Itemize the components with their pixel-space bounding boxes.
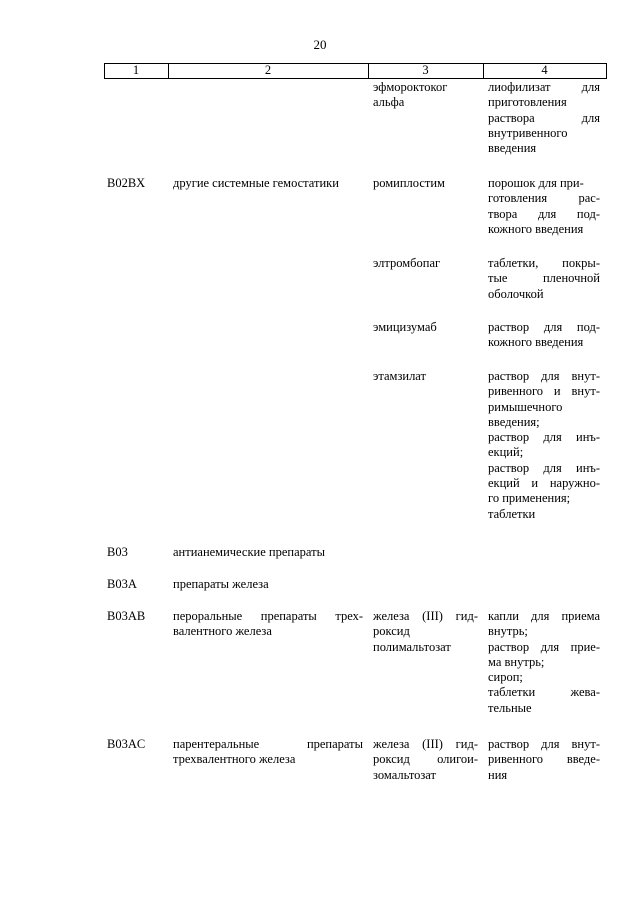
text-line: екций; — [488, 445, 524, 460]
dosage-forms — [488, 176, 600, 237]
text-line — [373, 752, 478, 767]
atc-code: B03AB — [107, 609, 146, 623]
text-word: для — [543, 430, 562, 445]
text-word: лиофилизат — [488, 80, 551, 94]
text-word: гид- — [455, 737, 478, 751]
text-line: сироп; — [488, 670, 523, 685]
text-line: роксид — [373, 624, 410, 639]
text-word: под- — [576, 206, 601, 221]
text-line: введения; — [488, 414, 540, 429]
text-word: прие- — [570, 639, 600, 654]
drug-name — [373, 609, 478, 655]
text-word: введе- — [566, 752, 600, 767]
text-line — [488, 430, 600, 445]
text-line — [488, 685, 600, 700]
text-word: препараты — [260, 609, 317, 623]
text-word: и — [531, 476, 539, 491]
text-line — [488, 476, 600, 491]
dosage-forms — [488, 369, 600, 522]
text-word: внут- — [571, 384, 600, 399]
text-word: гид- — [455, 609, 478, 623]
group-name — [173, 609, 363, 640]
dosage-forms — [488, 737, 600, 783]
text-word: для — [581, 110, 600, 125]
text-word: для — [530, 609, 550, 623]
text-word: раствор — [488, 320, 530, 334]
text-line: введения — [488, 141, 537, 156]
text-line: элтромбопаг — [373, 256, 441, 270]
text-line: антианемические препараты — [173, 545, 325, 559]
text-line — [173, 609, 363, 624]
group-name — [173, 176, 363, 191]
dosage-forms — [488, 256, 600, 302]
text-line — [488, 369, 600, 384]
text-word: роксид — [373, 752, 410, 767]
text-line — [488, 320, 600, 335]
text-line: внутрь; — [488, 624, 528, 639]
text-line: кожного введения — [488, 221, 584, 236]
header-col-1: 1 — [132, 63, 140, 77]
text-line: полимальтозат — [373, 639, 451, 654]
text-word: пероральные — [173, 609, 243, 623]
text-line — [488, 80, 600, 95]
text-word: ривенного — [488, 752, 544, 767]
text-word: раствор — [488, 639, 530, 654]
text-line — [488, 384, 600, 399]
drug-name — [373, 256, 478, 271]
text-line: валентного железа — [173, 624, 272, 639]
text-line — [488, 609, 600, 624]
text-word: готовления — [488, 191, 548, 206]
text-word: олигои- — [437, 752, 478, 767]
group-name — [173, 737, 363, 768]
text-line: ромиплостим — [373, 176, 445, 190]
text-word: тые — [488, 271, 508, 286]
text-word: для — [540, 639, 560, 654]
text-line — [488, 207, 600, 222]
text-line — [373, 609, 478, 624]
drug-name — [373, 737, 478, 783]
text-word: для — [543, 460, 562, 475]
drug-name — [373, 369, 478, 384]
text-line: препараты железа — [173, 577, 269, 591]
text-word: внут- — [571, 737, 600, 751]
text-word: для — [543, 320, 563, 334]
text-line: ма внутрь; — [488, 654, 545, 669]
text-line: зомальтозат — [373, 767, 436, 782]
text-word: покры- — [562, 256, 600, 270]
atc-code: B03AC — [107, 737, 146, 751]
text-word: таблетки, — [488, 256, 539, 270]
text-line: этамзилат — [373, 369, 426, 383]
dosage-forms — [488, 609, 600, 716]
drug-name — [373, 80, 478, 111]
text-word: пленочной — [542, 271, 600, 286]
text-line: эфмороктоког — [373, 80, 448, 94]
text-word: ривенного — [488, 384, 544, 399]
text-line: таблетки — [488, 506, 536, 521]
page-number: 20 — [313, 37, 327, 52]
text-word: для — [541, 369, 560, 383]
text-line — [488, 640, 600, 655]
text-line — [488, 256, 600, 271]
text-word: железа — [373, 737, 410, 751]
text-word: (III) — [422, 737, 443, 751]
text-word: раствора — [488, 110, 535, 125]
text-word: для — [541, 737, 560, 751]
header-col-2: 2 — [264, 63, 272, 77]
text-word: препараты — [306, 737, 363, 751]
text-word: раствор — [488, 460, 530, 475]
table-header-border — [104, 78, 607, 79]
text-word: таблетки — [488, 685, 536, 700]
header-col-4: 4 — [541, 63, 548, 77]
text-line: приготовления — [488, 95, 567, 110]
text-line: го применения; — [488, 491, 571, 506]
text-word: для — [537, 206, 557, 221]
text-line — [373, 737, 478, 752]
text-line: оболочкой — [488, 286, 544, 301]
text-line: трехвалентного железа — [173, 752, 296, 767]
text-word: наружно- — [549, 476, 600, 491]
text-line — [488, 752, 600, 767]
text-line — [488, 191, 600, 206]
text-line — [173, 737, 363, 752]
header-divider-right-edge — [606, 64, 607, 78]
text-word: для — [581, 80, 600, 94]
text-word: екций — [488, 476, 520, 491]
text-word: инъ- — [576, 460, 601, 475]
text-word: под- — [576, 320, 601, 334]
text-line — [488, 271, 600, 286]
dosage-forms — [488, 80, 600, 156]
text-word: капли — [488, 609, 519, 623]
text-line: внутривенного — [488, 125, 568, 140]
text-line: тельные — [488, 700, 532, 715]
text-line: ния — [488, 767, 508, 782]
text-line: альфа — [373, 95, 405, 110]
text-word: рас- — [578, 191, 600, 206]
atc-code: B03 — [107, 545, 128, 559]
text-word: парентеральные — [173, 737, 260, 751]
text-line — [488, 111, 600, 126]
text-word: раствор — [488, 737, 530, 751]
group-name — [173, 545, 363, 560]
atc-code: B03A — [107, 577, 137, 591]
text-word: (III) — [422, 609, 443, 623]
text-word: жева- — [570, 685, 600, 700]
text-word: внут- — [571, 369, 600, 383]
text-word: раствор — [488, 369, 530, 383]
text-line: другие системные гемостатики — [173, 176, 339, 190]
drug-name — [373, 320, 478, 335]
text-line: кожного введения — [488, 335, 584, 350]
text-word: раствор — [488, 430, 530, 445]
text-word: железа — [373, 609, 410, 623]
text-line: римышечного — [488, 399, 563, 414]
header-col-3: 3 — [422, 63, 429, 77]
text-line — [488, 737, 600, 752]
text-line: порошок для при- — [488, 176, 584, 190]
dosage-forms — [488, 320, 600, 351]
text-word: трех- — [335, 609, 363, 623]
text-word: приема — [561, 609, 600, 623]
text-line: эмицизумаб — [373, 320, 437, 334]
atc-code: B02BX — [107, 176, 146, 190]
drug-name — [373, 176, 478, 191]
text-word: и — [553, 384, 561, 399]
group-name — [173, 577, 363, 592]
text-word: инъ- — [576, 430, 601, 445]
text-word: твора — [488, 206, 518, 221]
text-line — [488, 461, 600, 476]
